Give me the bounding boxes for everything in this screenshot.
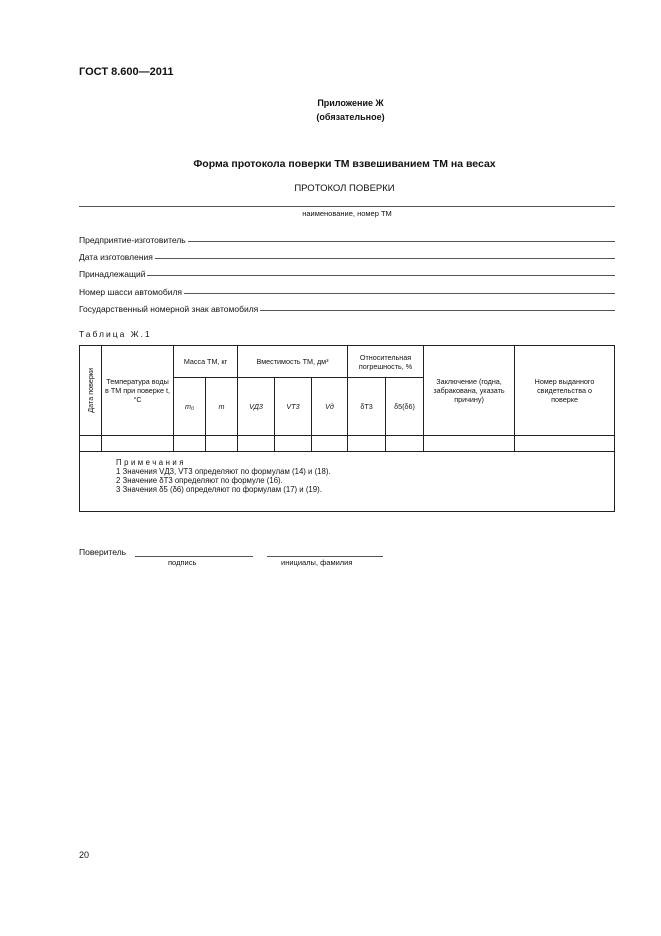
owner-field[interactable] bbox=[79, 265, 615, 279]
owner-label: Принадлежащий bbox=[79, 269, 146, 279]
name-line[interactable] bbox=[267, 556, 383, 557]
table-row bbox=[80, 436, 615, 452]
page-number: 20 bbox=[79, 850, 90, 860]
verifier-label: Поверитель bbox=[79, 547, 127, 557]
note-1: 1 Значения VД3, VТ3 определяют по формулам (14) и (18). bbox=[116, 467, 331, 476]
mass-header: Масса ТМ, кг bbox=[174, 346, 238, 378]
plate-field[interactable] bbox=[79, 300, 615, 314]
appendix-status: (обязательное) bbox=[316, 112, 385, 122]
plate-label: Государственный номерной знак автомобиля bbox=[79, 304, 259, 314]
note-3: 3 Значения δ5 (δ6) определяют по формулам (17) и (19). bbox=[116, 485, 322, 494]
conclusion-header: Заключение (годна, забракована, указать причину) bbox=[424, 346, 515, 436]
vd-header: Vд bbox=[312, 378, 348, 436]
chassis-field[interactable] bbox=[79, 283, 615, 297]
manufacture-date-label: Дата изготовления bbox=[79, 252, 153, 262]
note-2: 2 Значение δТ3 определяют по формуле (16). bbox=[116, 476, 283, 485]
vd3-header: VД3 bbox=[238, 378, 275, 436]
dt3-header: δТ3 bbox=[348, 378, 386, 436]
capacity-header: Вместимость ТМ, дм³ bbox=[238, 346, 348, 378]
name-caption: наименование, номер ТМ bbox=[302, 209, 392, 218]
notes-heading: Примечания bbox=[116, 458, 187, 467]
appendix-heading bbox=[0, 96, 661, 124]
document-code: ГОСТ 8.600—2011 bbox=[79, 66, 174, 78]
error-header: Относительная погрешность, % bbox=[348, 346, 424, 378]
d5-header: δ5(δ6) bbox=[386, 378, 424, 436]
signature-caption: подпись bbox=[168, 558, 197, 567]
vt3-header: VТ3 bbox=[275, 378, 312, 436]
name-fill-line[interactable] bbox=[79, 206, 615, 207]
table-caption: Таблица Ж.1 bbox=[79, 329, 152, 339]
manufacturer-label: Предприятие-изготовитель bbox=[79, 235, 186, 245]
protocol-title: ПРОТОКОЛ ПОВЕРКИ bbox=[294, 183, 395, 194]
manufacture-date-field[interactable] bbox=[79, 248, 615, 262]
certificate-header: Номер выданного свидетельства о поверке bbox=[515, 346, 615, 436]
m-header: m bbox=[206, 378, 238, 436]
date-header: Дата поверки bbox=[80, 346, 102, 436]
initials-caption: инициалы, фамилия bbox=[281, 558, 353, 567]
temperature-header: Температура воды в ТМ при поверке t, °С bbox=[102, 346, 174, 436]
verification-table bbox=[79, 345, 615, 512]
m0-header: m₀ bbox=[174, 378, 206, 436]
manufacturer-field[interactable] bbox=[79, 231, 615, 245]
chassis-label: Номер шасси автомобиля bbox=[79, 287, 183, 297]
signature-line[interactable] bbox=[135, 556, 253, 557]
notes-block bbox=[80, 452, 615, 512]
appendix-title: Приложение Ж bbox=[317, 98, 384, 108]
form-title: Форма протокола поверки ТМ взвешиванием ТМ на весах bbox=[193, 158, 496, 170]
